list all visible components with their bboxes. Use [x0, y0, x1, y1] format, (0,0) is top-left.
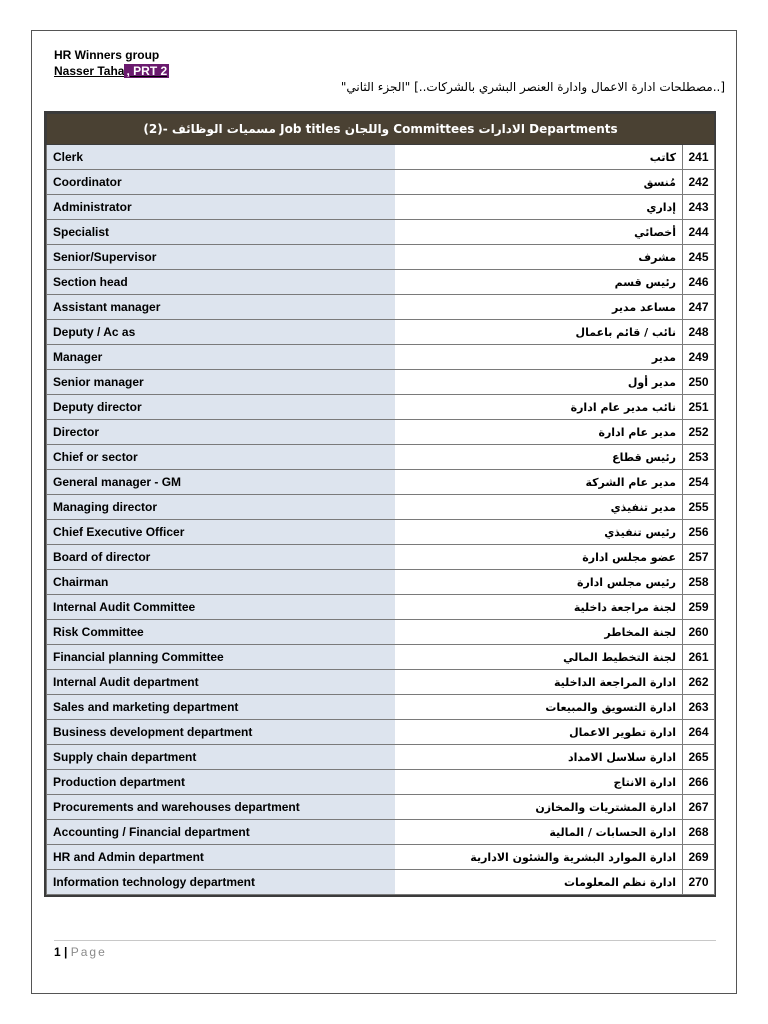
term-arabic: مساعد مدير [395, 295, 683, 320]
table-row [47, 195, 715, 220]
term-arabic: أخصائي [395, 220, 683, 245]
page-label: Page [70, 945, 107, 959]
term-english: Chief or sector [47, 445, 395, 470]
term-english: Procurements and warehouses department [47, 795, 395, 820]
term-english: Supply chain department [47, 745, 395, 770]
table-title: (2)- مسميات الوظائف Job titles واللجان Committees الادارات Departments [47, 114, 715, 145]
term-number: 249 [683, 345, 715, 370]
term-arabic: ادارة سلاسل الامداد [395, 745, 683, 770]
term-number: 251 [683, 395, 715, 420]
term-number: 265 [683, 745, 715, 770]
table-row [47, 220, 715, 245]
term-english: Business development department [47, 720, 395, 745]
terms-table-container [44, 111, 716, 897]
table-row [47, 745, 715, 770]
term-number: 250 [683, 370, 715, 395]
table-row [47, 870, 715, 895]
term-english: Administrator [47, 195, 395, 220]
term-english: Internal Audit department [47, 670, 395, 695]
company-name: HR Winners group [54, 48, 160, 62]
term-arabic: إداري [395, 195, 683, 220]
footer-divider [54, 940, 716, 941]
term-english: Director [47, 420, 395, 445]
term-arabic: ادارة نظم المعلومات [395, 870, 683, 895]
term-english: Coordinator [47, 170, 395, 195]
term-english: Risk Committee [47, 620, 395, 645]
term-number: 247 [683, 295, 715, 320]
term-arabic: رئيس قسم [395, 270, 683, 295]
term-arabic: نائب مدير عام ادارة [395, 395, 683, 420]
footer-separator: | [60, 945, 71, 959]
term-arabic: مدير عام ادارة [395, 420, 683, 445]
term-english: General manager - GM [47, 470, 395, 495]
table-row [47, 170, 715, 195]
table-row [47, 445, 715, 470]
term-number: 270 [683, 870, 715, 895]
term-english: Specialist [47, 220, 395, 245]
part-label: , PRT 2 [126, 64, 168, 78]
table-row [47, 145, 715, 170]
term-english: Financial planning Committee [47, 645, 395, 670]
term-number: 254 [683, 470, 715, 495]
term-number: 252 [683, 420, 715, 445]
term-arabic: مدير عام الشركة [395, 470, 683, 495]
term-number: 243 [683, 195, 715, 220]
page-footer [54, 945, 107, 959]
term-number: 262 [683, 670, 715, 695]
term-arabic: ادارة المراجعة الداخلية [395, 670, 683, 695]
table-row [47, 720, 715, 745]
term-arabic: ادارة تطوير الاعمال [395, 720, 683, 745]
term-arabic: لجنة التخطيط المالي [395, 645, 683, 670]
table-title-row [47, 114, 715, 145]
term-english: Managing director [47, 495, 395, 520]
term-english: Senior/Supervisor [47, 245, 395, 270]
term-english: Clerk [47, 145, 395, 170]
term-english: Production department [47, 770, 395, 795]
table-row [47, 470, 715, 495]
page-number: 1 [54, 945, 61, 959]
table-row [47, 845, 715, 870]
table-row [47, 495, 715, 520]
table-row [47, 770, 715, 795]
term-number: 253 [683, 445, 715, 470]
term-english: Chief Executive Officer [47, 520, 395, 545]
term-english: Information technology department [47, 870, 395, 895]
term-arabic: مُنسق [395, 170, 683, 195]
term-arabic: لجنة مراجعة داخلية [395, 595, 683, 620]
table-row [47, 670, 715, 695]
term-arabic: مدير [395, 345, 683, 370]
term-arabic: مدير أول [395, 370, 683, 395]
table-row [47, 270, 715, 295]
term-english: Accounting / Financial department [47, 820, 395, 845]
term-english: Senior manager [47, 370, 395, 395]
term-english: Deputy director [47, 395, 395, 420]
term-number: 269 [683, 845, 715, 870]
table-row [47, 520, 715, 545]
term-arabic: ادارة التسويق والمبيعات [395, 695, 683, 720]
term-number: 267 [683, 795, 715, 820]
term-arabic: رئيس قطاع [395, 445, 683, 470]
table-body [47, 145, 715, 895]
term-arabic: مشرف [395, 245, 683, 270]
term-number: 255 [683, 495, 715, 520]
term-arabic: كاتب [395, 145, 683, 170]
term-english: Internal Audit Committee [47, 595, 395, 620]
table-row [47, 570, 715, 595]
table-row [47, 420, 715, 445]
table-row [47, 320, 715, 345]
table-row [47, 345, 715, 370]
term-number: 256 [683, 520, 715, 545]
term-number: 242 [683, 170, 715, 195]
term-arabic: رئيس تنفيذي [395, 520, 683, 545]
term-english: Deputy / Ac as [47, 320, 395, 345]
table-row [47, 595, 715, 620]
term-english: Chairman [47, 570, 395, 595]
term-number: 241 [683, 145, 715, 170]
term-number: 259 [683, 595, 715, 620]
term-english: Board of director [47, 545, 395, 570]
table-row [47, 545, 715, 570]
term-number: 257 [683, 545, 715, 570]
term-number: 264 [683, 720, 715, 745]
term-arabic: لجنة المخاطر [395, 620, 683, 645]
author-name: Nasser Taha [54, 64, 125, 78]
term-number: 263 [683, 695, 715, 720]
term-number: 266 [683, 770, 715, 795]
term-number: 245 [683, 245, 715, 270]
table-row [47, 370, 715, 395]
table-row [47, 620, 715, 645]
term-number: 258 [683, 570, 715, 595]
term-arabic: رئيس مجلس ادارة [395, 570, 683, 595]
term-arabic: نائب / قائم باعمال [395, 320, 683, 345]
term-number: 246 [683, 270, 715, 295]
terms-table [46, 113, 715, 895]
author-line [54, 64, 169, 78]
table-row [47, 645, 715, 670]
term-english: Section head [47, 270, 395, 295]
term-arabic: مدير تنفيذي [395, 495, 683, 520]
table-row [47, 295, 715, 320]
term-number: 268 [683, 820, 715, 845]
term-arabic: ادارة الموارد البشرية والشئون الادارية [395, 845, 683, 870]
term-english: Manager [47, 345, 395, 370]
document-subtitle: [..مصطلحات ادارة الاعمال وادارة العنصر البشري بالشركات..] "الجزء الثاني" [340, 80, 725, 94]
table-row [47, 795, 715, 820]
term-number: 244 [683, 220, 715, 245]
term-arabic: ادارة الانتاج [395, 770, 683, 795]
table-row [47, 395, 715, 420]
term-number: 260 [683, 620, 715, 645]
table-row [47, 695, 715, 720]
term-arabic: عضو مجلس ادارة [395, 545, 683, 570]
table-row [47, 820, 715, 845]
term-english: Sales and marketing department [47, 695, 395, 720]
term-number: 261 [683, 645, 715, 670]
table-row [47, 245, 715, 270]
term-number: 248 [683, 320, 715, 345]
term-arabic: ادارة الحسابات / المالية [395, 820, 683, 845]
term-english: Assistant manager [47, 295, 395, 320]
term-english: HR and Admin department [47, 845, 395, 870]
term-arabic: ادارة المشتريات والمخازن [395, 795, 683, 820]
